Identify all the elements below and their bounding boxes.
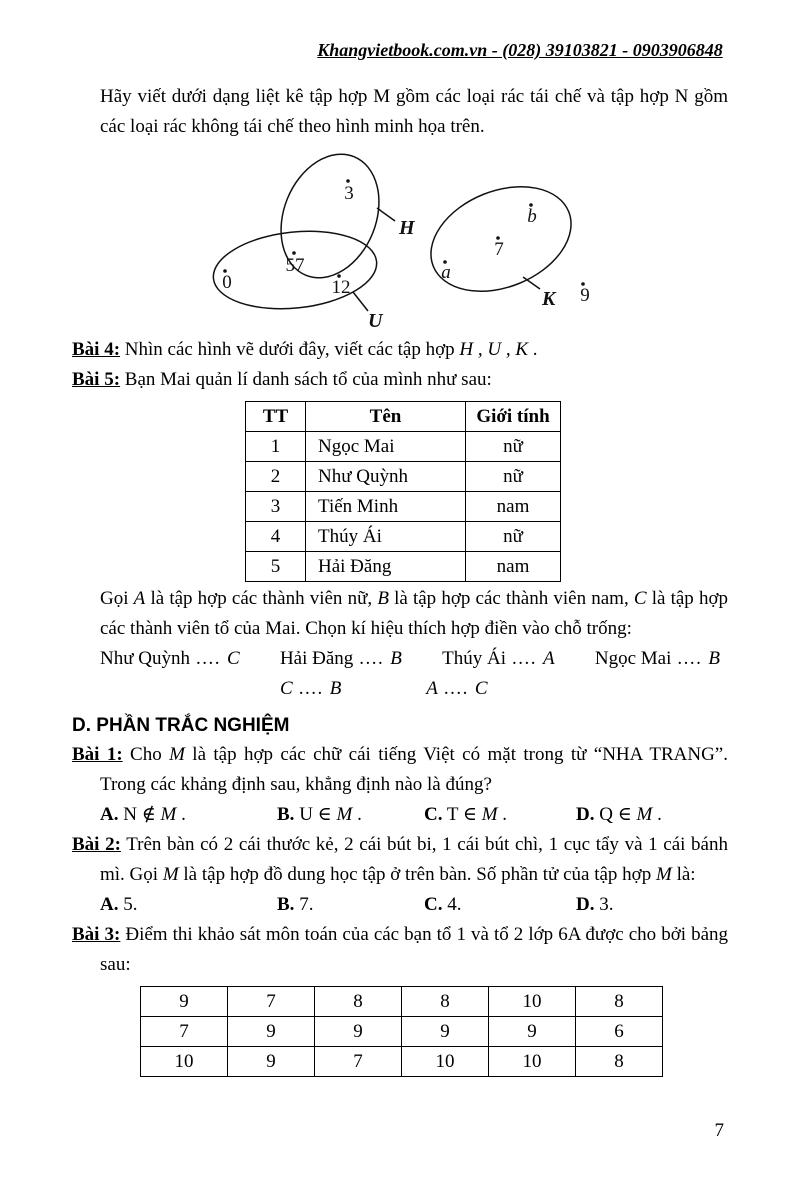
fill-blank: ....	[196, 648, 221, 669]
roster-cell-tt: 2	[246, 462, 306, 492]
score-cell: 10	[402, 1047, 489, 1077]
page-number: 7	[714, 1120, 724, 1141]
roster-cell-name: Thúy Ái	[306, 522, 466, 552]
roster-cell-name: Như Quỳnh	[306, 462, 466, 492]
exercise-bai3	[72, 920, 729, 980]
venn-figure	[0, 150, 800, 335]
fill-item	[442, 644, 554, 674]
score-cell: 9	[489, 1017, 576, 1047]
fill-letter: C	[227, 648, 240, 669]
scores-table	[140, 986, 663, 1077]
score-cell: 6	[576, 1017, 663, 1047]
option-label: C.	[424, 894, 443, 915]
option-b	[277, 800, 424, 830]
option-text: .	[652, 804, 662, 825]
fill-name: Ngọc Mai	[594, 648, 672, 669]
table-row	[246, 492, 561, 522]
bai3-label: Bài 3:	[72, 924, 121, 945]
point-label-7: 7	[494, 239, 504, 260]
option-text: 5.	[118, 894, 138, 915]
roster-table	[245, 401, 561, 582]
intro-paragraph: Hãy viết dưới dạng liệt kê tập hợp M gồm các loại rác tái chế và tập hợp N gồm các loại rác không tái chế theo hình minh họa trên.	[100, 86, 728, 137]
score-cell: 9	[228, 1047, 315, 1077]
option-text: Q ∈	[594, 804, 637, 825]
option-label: A.	[100, 804, 119, 825]
table-row	[246, 462, 561, 492]
text-segment: Cho	[122, 744, 170, 765]
score-cell: 9	[228, 1017, 315, 1047]
score-cell: 9	[402, 1017, 489, 1047]
score-cell: 10	[489, 1047, 576, 1077]
fill-in-row-2	[280, 674, 800, 704]
bai5-text: Bạn Mai quản lí danh sách tổ của mình như sau:	[120, 369, 492, 390]
fill-name: Như Quỳnh	[100, 648, 190, 669]
roster-cell-name: Hải Đăng	[306, 552, 466, 582]
option-c	[424, 800, 576, 830]
fill-item	[280, 644, 402, 674]
option-text: 3.	[594, 894, 614, 915]
math-M: M	[655, 864, 672, 885]
bai3-text: Điểm thi khảo sát môn toán của các bạn tổ 1 và tổ 2 lớp 6A được cho bởi bảng sau:	[100, 924, 729, 975]
table-row	[141, 987, 663, 1017]
math-C: C	[633, 588, 647, 609]
point-label-57: 57	[285, 255, 305, 276]
option-label: D.	[576, 894, 595, 915]
set-label-K: K	[542, 288, 556, 310]
option-text: U ∈	[294, 804, 337, 825]
fill-blank: ....	[359, 648, 385, 669]
math-M: M	[160, 804, 177, 825]
roster-cell-gender: nữ	[466, 462, 561, 492]
option-label: D.	[576, 804, 595, 825]
math-M: M	[162, 864, 179, 885]
fill-blank: ....	[443, 678, 469, 699]
fill-letter: A	[426, 678, 438, 699]
fill-item	[595, 644, 720, 674]
fill-name: Thúy Ái	[442, 648, 506, 669]
fill-letter: C	[474, 678, 488, 699]
point-label-9: 9	[580, 285, 590, 306]
option-text: N ∉	[118, 804, 161, 825]
point-label-12: 12	[331, 277, 351, 298]
set-definition-paragraph	[100, 584, 728, 644]
point-label-3: 3	[344, 183, 354, 204]
text-segment: Gọi	[100, 588, 134, 609]
fill-item	[280, 674, 341, 704]
page-content	[0, 82, 800, 1077]
roster-header-tt: TT	[246, 402, 306, 432]
venn-diagram	[170, 150, 690, 335]
roster-header-gender: Giới tính	[466, 402, 561, 432]
bai1-options	[100, 800, 800, 830]
bai4-math: H , U , K	[459, 339, 529, 360]
text-segment: là tập hợp các chữ cái tiếng Việt có mặt trong từ “NHA TRANG”. Trong các khảng định sau, khẳng định nào là đúng?	[100, 744, 728, 795]
option-label: A.	[100, 894, 119, 915]
score-cell: 8	[576, 1047, 663, 1077]
roster-cell-tt: 5	[246, 552, 306, 582]
score-cell: 7	[141, 1017, 228, 1047]
page-header: Khangvietbook.com.vn - (028) 39103821 - 0903906848	[317, 40, 723, 60]
set-ellipse-H	[263, 150, 396, 293]
roster-cell-tt: 3	[246, 492, 306, 522]
text-segment: là tập hợp các thành viên nữ,	[145, 588, 378, 609]
fill-letter: C	[280, 678, 293, 699]
set-label-H: H	[399, 217, 415, 239]
score-cell: 8	[576, 987, 663, 1017]
point-label-a: a	[441, 262, 451, 283]
option-text: .	[497, 804, 508, 825]
option-text: 4.	[442, 894, 462, 915]
exercise-bai4	[72, 335, 728, 365]
roster-cell-tt: 1	[246, 432, 306, 462]
roster-cell-tt: 4	[246, 522, 306, 552]
point-label-0: 0	[222, 272, 232, 293]
bai1-label: Bài 1:	[72, 744, 123, 765]
option-a	[100, 800, 277, 830]
exercise-bai1	[72, 740, 728, 800]
roster-cell-gender: nam	[466, 492, 561, 522]
text-segment: là:	[671, 864, 696, 885]
option-b	[277, 890, 424, 920]
set-label-U: U	[368, 310, 383, 332]
table-row	[141, 1017, 663, 1047]
option-a	[100, 890, 277, 920]
fill-item	[426, 674, 487, 704]
roster-header-row	[246, 402, 561, 432]
score-cell: 10	[489, 987, 576, 1017]
roster-cell-gender: nữ	[466, 522, 561, 552]
roster-cell-gender: nữ	[466, 432, 561, 462]
fill-in-row-1	[100, 644, 720, 674]
option-label: B.	[277, 804, 295, 825]
score-cell: 8	[315, 987, 402, 1017]
text-segment: là tập hợp đồ dung học tập ở trên bàn. Số phần tử của tập hợp	[178, 864, 656, 885]
fill-letter: B	[708, 648, 720, 669]
score-cell: 8	[402, 987, 489, 1017]
option-text: T ∈	[442, 804, 482, 825]
text-segment: là tập hợp các thành viên nam,	[388, 588, 634, 609]
score-cell: 9	[315, 1017, 402, 1047]
option-text: .	[352, 804, 362, 825]
table-row	[246, 552, 561, 582]
exercise-bai2	[72, 830, 728, 890]
fill-name: Hải Đăng	[279, 648, 354, 669]
fill-letter: A	[543, 648, 555, 669]
math-M: M	[481, 804, 498, 825]
score-cell: 7	[315, 1047, 402, 1077]
bai5-label: Bài 5:	[72, 369, 121, 390]
option-c	[424, 890, 576, 920]
bai4-text: Nhìn các hình vẽ dưới đây, viết các tập hợp	[120, 339, 460, 360]
section-d-heading: D. PHẦN TRẮC NGHIỆM	[72, 715, 290, 736]
bai2-options	[100, 890, 800, 920]
bai2-label: Bài 2:	[72, 834, 121, 855]
option-label: C.	[424, 804, 443, 825]
score-cell: 10	[141, 1047, 228, 1077]
table-row	[246, 522, 561, 552]
math-M: M	[169, 744, 185, 765]
math-M: M	[636, 804, 653, 825]
fill-blank: ....	[298, 678, 324, 699]
leader-line-H	[377, 208, 395, 221]
fill-blank: ....	[677, 648, 703, 669]
fill-blank: ....	[512, 648, 537, 669]
option-text: 7.	[294, 894, 314, 915]
table-row	[141, 1047, 663, 1077]
exercise-bai5	[72, 365, 728, 395]
option-label: B.	[277, 894, 295, 915]
roster-cell-gender: nam	[466, 552, 561, 582]
option-d	[576, 890, 613, 920]
fill-letter: B	[390, 648, 402, 669]
fill-letter: B	[329, 678, 342, 699]
text-segment: là tập hợp các thành viên tổ của Mai. Chọn kí hiệu thích hợp điền vào chỗ trống:	[100, 588, 728, 639]
bai4-label: Bài 4:	[72, 339, 121, 360]
score-cell: 9	[141, 987, 228, 1017]
roster-header-name: Tên	[306, 402, 466, 432]
text-segment: Trên bàn có 2 cái thước kẻ, 2 cái bút bi, 1 cái bút chì, 1 cục tẩy và 1 cái bánh mì. Gọi	[100, 834, 728, 885]
math-A: A	[133, 588, 146, 609]
math-M: M	[336, 804, 353, 825]
option-text: .	[176, 804, 186, 825]
roster-cell-name: Tiến Minh	[306, 492, 466, 522]
table-row	[246, 432, 561, 462]
leader-line-K	[523, 277, 540, 289]
option-d	[576, 800, 662, 830]
roster-cell-name: Ngọc Mai	[306, 432, 466, 462]
fill-item	[100, 644, 240, 674]
score-cell: 7	[228, 987, 315, 1017]
bai4-period: .	[528, 339, 538, 360]
math-B: B	[377, 588, 389, 609]
point-label-b: b	[527, 206, 537, 227]
leader-line-U	[353, 292, 368, 311]
